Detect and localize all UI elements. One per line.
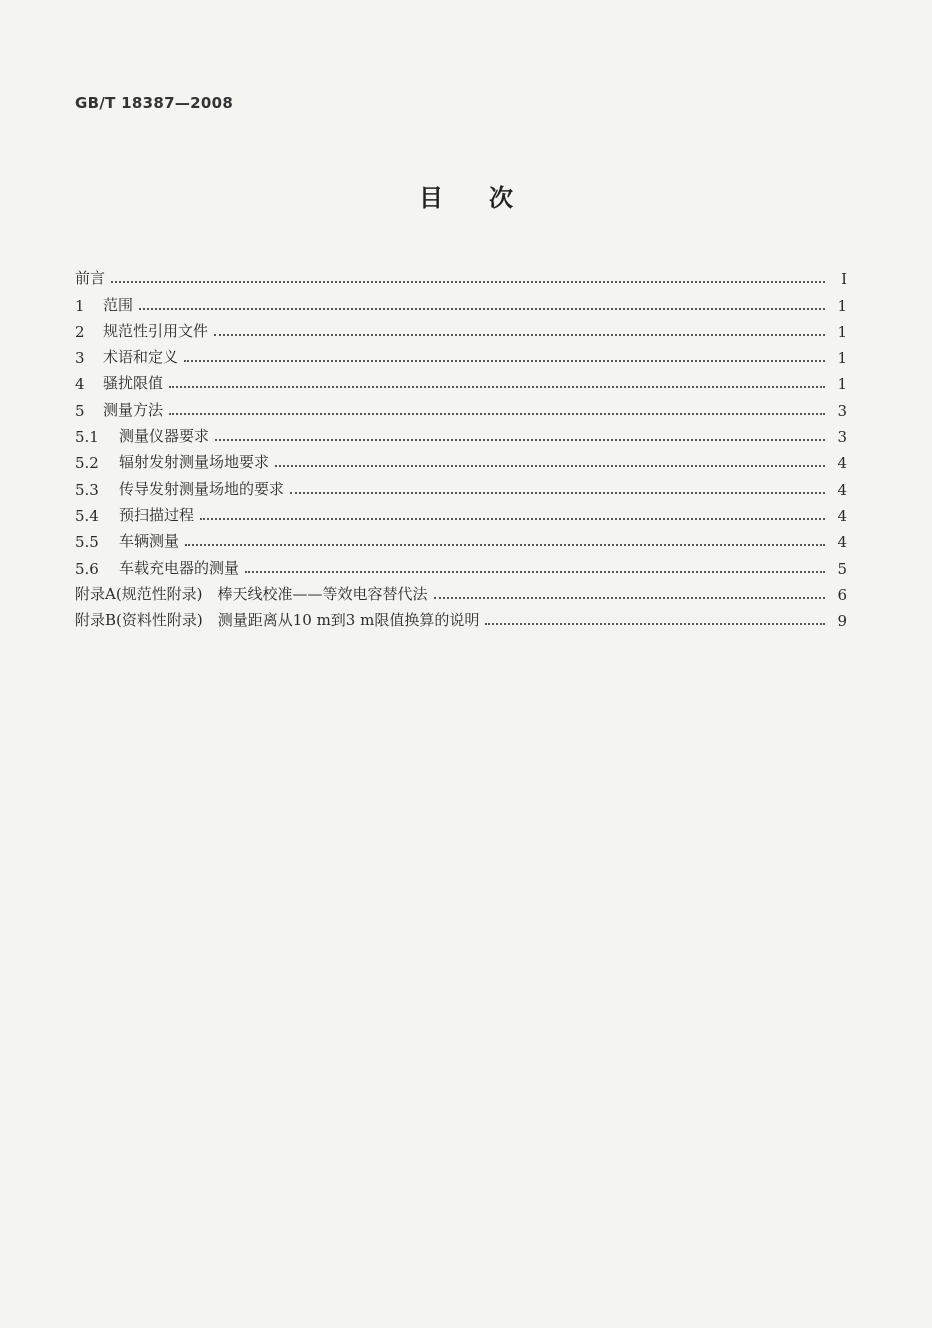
toc-entry-label: 车载充电器的测量 bbox=[119, 558, 240, 577]
toc-entry-number: 3 bbox=[75, 349, 85, 368]
toc-entry-5-4[interactable] bbox=[75, 499, 847, 525]
table-of-contents bbox=[75, 262, 847, 630]
toc-entry-number: 4 bbox=[75, 375, 85, 394]
toc-entry-page: 9 bbox=[837, 612, 847, 631]
toc-entry-label: 范围 bbox=[103, 295, 134, 314]
standard-code: GB/T 18387—2008 bbox=[75, 94, 234, 112]
toc-leader-dots bbox=[485, 623, 825, 625]
toc-leader-dots bbox=[111, 281, 825, 283]
toc-leader-dots bbox=[139, 308, 825, 310]
toc-entry-annex-a[interactable] bbox=[75, 578, 847, 604]
toc-entry-5-6[interactable] bbox=[75, 551, 847, 577]
toc-entry-3[interactable] bbox=[75, 341, 847, 367]
toc-leader-dots bbox=[169, 413, 825, 415]
toc-entry-number: 5.3 bbox=[75, 480, 99, 499]
toc-entry-page: 6 bbox=[837, 585, 847, 604]
toc-entry-1[interactable] bbox=[75, 288, 847, 314]
toc-entry-page: I bbox=[841, 270, 847, 289]
toc-entry-5-1[interactable] bbox=[75, 420, 847, 446]
toc-leader-dots bbox=[185, 544, 825, 546]
toc-leader-dots bbox=[184, 360, 825, 362]
toc-entry-label: 前言 bbox=[75, 269, 106, 288]
toc-entry-number: 5.2 bbox=[75, 454, 99, 473]
toc-entry-number: 5.6 bbox=[75, 559, 99, 578]
toc-entry-5-5[interactable] bbox=[75, 525, 847, 551]
toc-entry-page: 4 bbox=[837, 454, 847, 473]
toc-entry-page: 1 bbox=[837, 349, 847, 368]
toc-entry-label: 附录A(规范性附录) 棒天线校准——等效电容替代法 bbox=[75, 584, 428, 603]
toc-leader-dots bbox=[275, 465, 825, 467]
toc-leader-dots bbox=[215, 439, 825, 441]
toc-entry-label: 附录B(资料性附录) 测量距离从10 m到3 m限值换算的说明 bbox=[75, 611, 480, 630]
toc-leader-dots bbox=[434, 597, 825, 599]
toc-leader-dots bbox=[169, 386, 825, 388]
toc-entry-label: 传导发射测量场地的要求 bbox=[119, 479, 285, 498]
toc-entry-label: 术语和定义 bbox=[103, 348, 179, 367]
toc-entry-5-2[interactable] bbox=[75, 446, 847, 472]
toc-leader-dots bbox=[245, 571, 825, 573]
toc-entry-number: 5.1 bbox=[75, 428, 99, 447]
toc-entry-number: 2 bbox=[75, 322, 85, 341]
toc-entry-2[interactable] bbox=[75, 315, 847, 341]
toc-entry-page: 3 bbox=[837, 428, 847, 447]
toc-entry-4[interactable] bbox=[75, 367, 847, 393]
toc-entry-page: 5 bbox=[837, 559, 847, 578]
toc-entry-5-3[interactable] bbox=[75, 472, 847, 498]
toc-entry-page: 4 bbox=[837, 533, 847, 552]
toc-title: 目次 bbox=[419, 184, 559, 212]
toc-entry-number: 5.5 bbox=[75, 533, 99, 552]
toc-entry-label: 预扫描过程 bbox=[119, 505, 195, 524]
toc-leader-dots bbox=[290, 492, 825, 494]
toc-entry-page: 1 bbox=[837, 375, 847, 394]
toc-entry-label: 规范性引用文件 bbox=[103, 321, 209, 340]
toc-entry-foreword[interactable] bbox=[75, 262, 847, 288]
toc-entry-page: 1 bbox=[837, 296, 847, 315]
toc-entry-annex-b[interactable] bbox=[75, 604, 847, 630]
toc-entry-number: 1 bbox=[75, 296, 85, 315]
toc-entry-label: 车辆测量 bbox=[119, 532, 180, 551]
toc-entry-number: 5 bbox=[75, 401, 85, 420]
toc-entry-page: 1 bbox=[837, 322, 847, 341]
toc-entry-label: 骚扰限值 bbox=[103, 374, 164, 393]
toc-entry-page: 3 bbox=[837, 401, 847, 420]
toc-entry-label: 测量方法 bbox=[103, 400, 164, 419]
toc-entry-page: 4 bbox=[837, 506, 847, 525]
toc-entry-page: 4 bbox=[837, 480, 847, 499]
toc-entry-label: 测量仪器要求 bbox=[119, 427, 210, 446]
toc-entry-5[interactable] bbox=[75, 393, 847, 419]
toc-entry-number: 5.4 bbox=[75, 506, 99, 525]
toc-leader-dots bbox=[214, 334, 825, 336]
toc-entry-label: 辐射发射测量场地要求 bbox=[119, 453, 270, 472]
toc-leader-dots bbox=[200, 518, 825, 520]
